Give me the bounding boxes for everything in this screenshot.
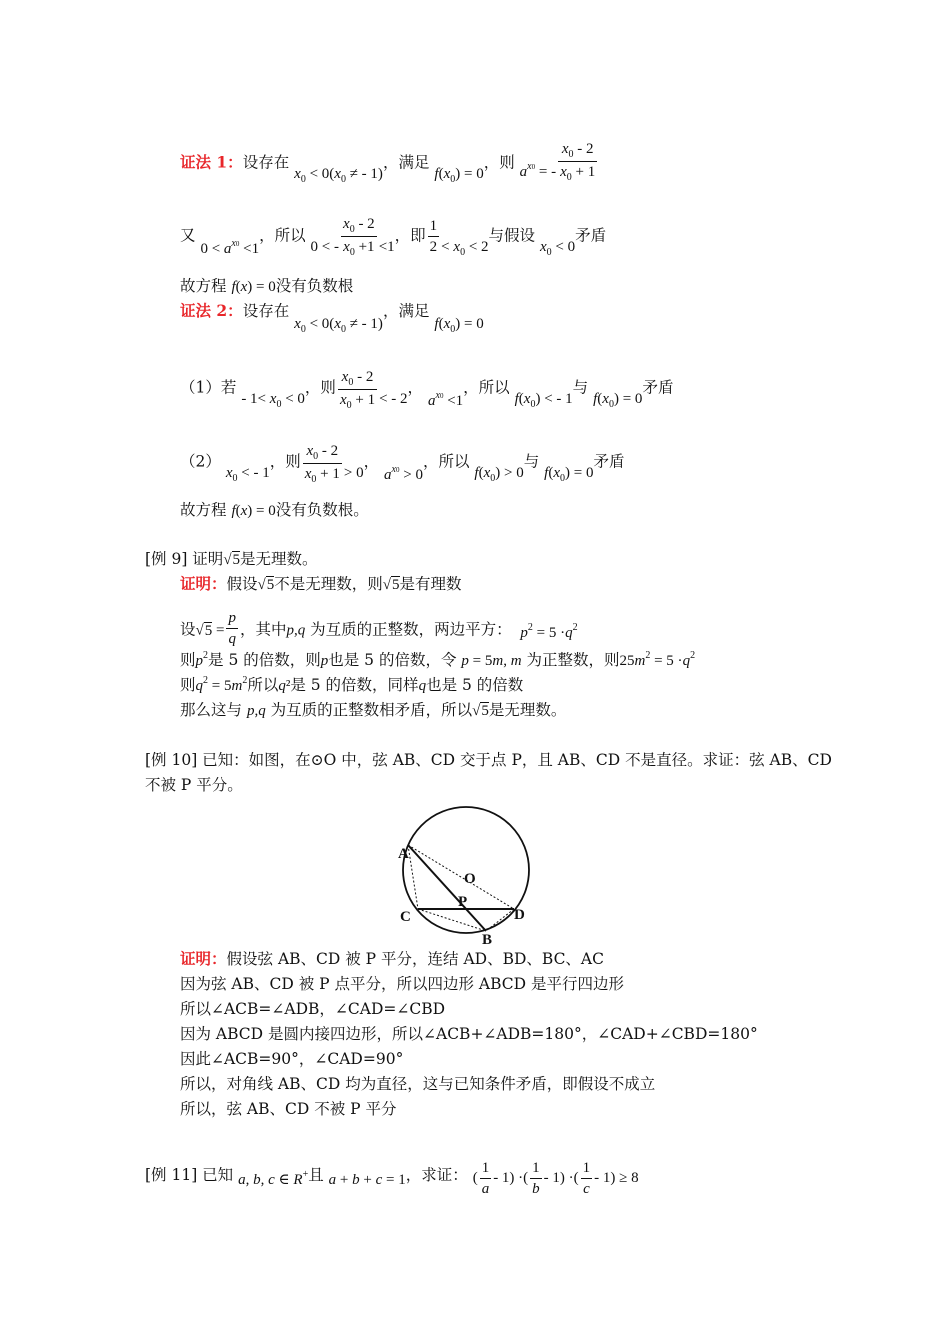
formula: $f(x_0)$ < - 1	[514, 390, 573, 410]
formula: $x_0 < 0(x_0$ ≠ - 1)	[294, 165, 383, 185]
formula: $a^{x0} > 0$	[384, 463, 423, 483]
proof2-label: 证法 2：	[180, 301, 243, 320]
ex10-proof-line4: 因为 ABCD 是圆内接四边形，所以∠ACB+∠ADB=180°，∠CAD+∠CBD=180°	[180, 1025, 758, 1043]
ex10-proof-line5: 因此∠ACB=90°，∠CAD=90°	[180, 1050, 404, 1068]
proof2-case1: （1）若 - $1< x_0 < 0$，则 $\frac{x_0 - 2}{x_0 + 1}$ < - 2， $a^{x0} <1$，所以 $f(x_0)$ < - 1与 $f(x_0) = 0$矛盾	[180, 369, 674, 411]
proof1-conclusion: 故方程 f(x) = 0没有负数根	[180, 277, 354, 295]
formula: $f(x_0) = 0$	[434, 165, 484, 185]
ex9-header: [例 9] 证明√5是无理数。	[145, 550, 318, 568]
label-c: C	[400, 909, 411, 925]
ex9-line2: 设√5 = $\frac{p}{q}$ ，其中p,q 为互质的正整数，两边平方： $p^2 = 5 \cdot q^2$	[180, 610, 578, 647]
sqrt5: √5	[223, 552, 241, 568]
circle-figure	[396, 803, 536, 948]
formula: $f(x_0) = 0$	[593, 390, 643, 410]
formula: $a^{x0}$ = -	[519, 160, 557, 180]
formula: $f(x_0) = 0$	[544, 464, 594, 484]
proof2-conclusion: 故方程 f(x) = 0没有负数根。	[180, 501, 369, 519]
formula: a, b, c ∈ R+	[238, 1168, 309, 1188]
proof1-line1: 证法 1：设存在 $x_0 < 0(x_0$ ≠ - 1)，满足 $f(x_0) = 0$，则 $a^{x0}$ = - $\frac{x_0 - 2}{x_0 + 1}$	[180, 141, 596, 185]
proof1-line2: 又 $0 < a^{x0} <1$，所以 0 < - $\frac{x_0 - 2}{x_0 +1}$ <1，即 $\frac{1}{2}$ < $x_0 < 2$与假设 $x_0 < 0$矛盾	[180, 216, 607, 258]
ex9-label: 证明：	[180, 574, 227, 593]
ex9-line3: 则$p^2$是 5 的倍数，则p也是 5 的倍数，令 p = 5m, m 为正整数，则$25m^2 = 5 \cdot q^2$	[180, 650, 696, 669]
ex10-proof-line2: 因为弦 AB、CD 被 P 点平分，所以四边形 ABCD 是平行四边形	[180, 975, 625, 993]
fraction: $\frac{1}{2}$	[429, 218, 438, 255]
fraction: $\frac{x_0 - 2}{x_0 + 1}$	[339, 369, 376, 411]
ex9-line1: 证明：假设√5不是无理数，则√5是有理数	[180, 574, 462, 593]
formula: - $1< x_0 < 0$	[241, 390, 305, 410]
inequality: ( $\frac{1}{a}$ - 1) ·( $\frac{1}{b}$ - 1) ·( $\frac{1}{c}$ - 1) ≥ 8	[472, 1160, 639, 1197]
circle-o	[403, 807, 529, 933]
fraction: $\frac{x_0 - 2}{x_0 + 1}$	[560, 141, 596, 183]
ex10-header-line2: 不被 P 平分。	[145, 776, 243, 794]
formula: $x_0 < 0$	[539, 238, 576, 258]
fraction: $\frac{x_0 - 2}{x_0 + 1}$	[304, 443, 340, 485]
ex9-line4: 则$q^2 = 5m^2$所以q²是 5 的倍数，同样q也是 5 的倍数	[180, 675, 524, 694]
label-a: A	[398, 846, 409, 862]
proof2-case2: （2） $x_0$ < - 1，则 $\frac{x_0 - 2}{x_0 + 1}$ > 0， $a^{x0} > 0$，所以 $f(x_0) > 0$与 $f(x_0) = 0$矛盾	[180, 443, 625, 485]
formula: 0 < -	[310, 238, 340, 255]
label-b: B	[482, 932, 493, 948]
proof2-line1: 证法 2：设存在 $x_0 < 0(x_0$ ≠ - 1)，满足 $f(x_0) = 0$	[180, 301, 484, 335]
proof1-label: 证法 1：	[180, 152, 243, 172]
label-p: P	[458, 894, 468, 910]
formula: $0 < a^{x0} <1$	[200, 237, 260, 257]
formula: a + b + c = 1	[328, 1171, 406, 1188]
ex10-proof-line6: 所以，对角线 AB、CD 均为直径，这与已知条件矛盾，即假设不成立	[180, 1075, 656, 1093]
chord-ab	[408, 845, 486, 931]
formula: $x_0 < 0(x_0$ ≠ - 1)	[294, 316, 383, 335]
fraction: $\frac{p}{q}$	[228, 610, 236, 647]
ex9-line5: 那么这与 p,q 为互质的正整数相矛盾，所以√5是无理数。	[180, 701, 567, 719]
ex10-proof-line3: 所以∠ACB=∠ADB，∠CAD=∠CBD	[180, 1000, 446, 1018]
fraction: $\frac{x_0 - 2}{x_0 +1}$	[343, 216, 375, 258]
label-d: D	[514, 907, 525, 923]
ex10-proof-line1: 证明：假设弦 AB、CD 被 P 平分，连结 AD、BD、BC、AC	[180, 949, 604, 968]
formula: f(x) = 0	[231, 279, 276, 295]
formula: $p^2 = 5 \cdot q^2$	[520, 621, 578, 641]
ex10-label: 证明：	[180, 949, 227, 968]
ex10-proof-line7: 所以，弦 AB、CD 不被 P 平分	[180, 1100, 397, 1118]
ex11-line: [例 11] 已知 a, b, c ∈ R+且 a + b + c = 1，求证： ( $\frac{1}{a}$ - 1) ·( $\frac{1}{b}$ - 1) ·( $\frac{1}{c}$ - 1) ≥ 8	[145, 1160, 639, 1197]
formula: $x_0$ < - 1	[225, 464, 270, 484]
formula: $a^{x0} <1$	[428, 389, 464, 409]
formula: $f(x_0) = 0$	[434, 316, 484, 335]
formula: $f(x_0) > 0$	[474, 464, 524, 484]
label-o: O	[464, 871, 476, 887]
ex10-header-line1: [例 10] 已知：如图，在⊙O 中，弦 AB、CD 交于点 P，且 AB、CD 不是直径。求证：弦 AB、CD	[145, 751, 832, 769]
formula: f(x) = 0	[231, 503, 276, 519]
